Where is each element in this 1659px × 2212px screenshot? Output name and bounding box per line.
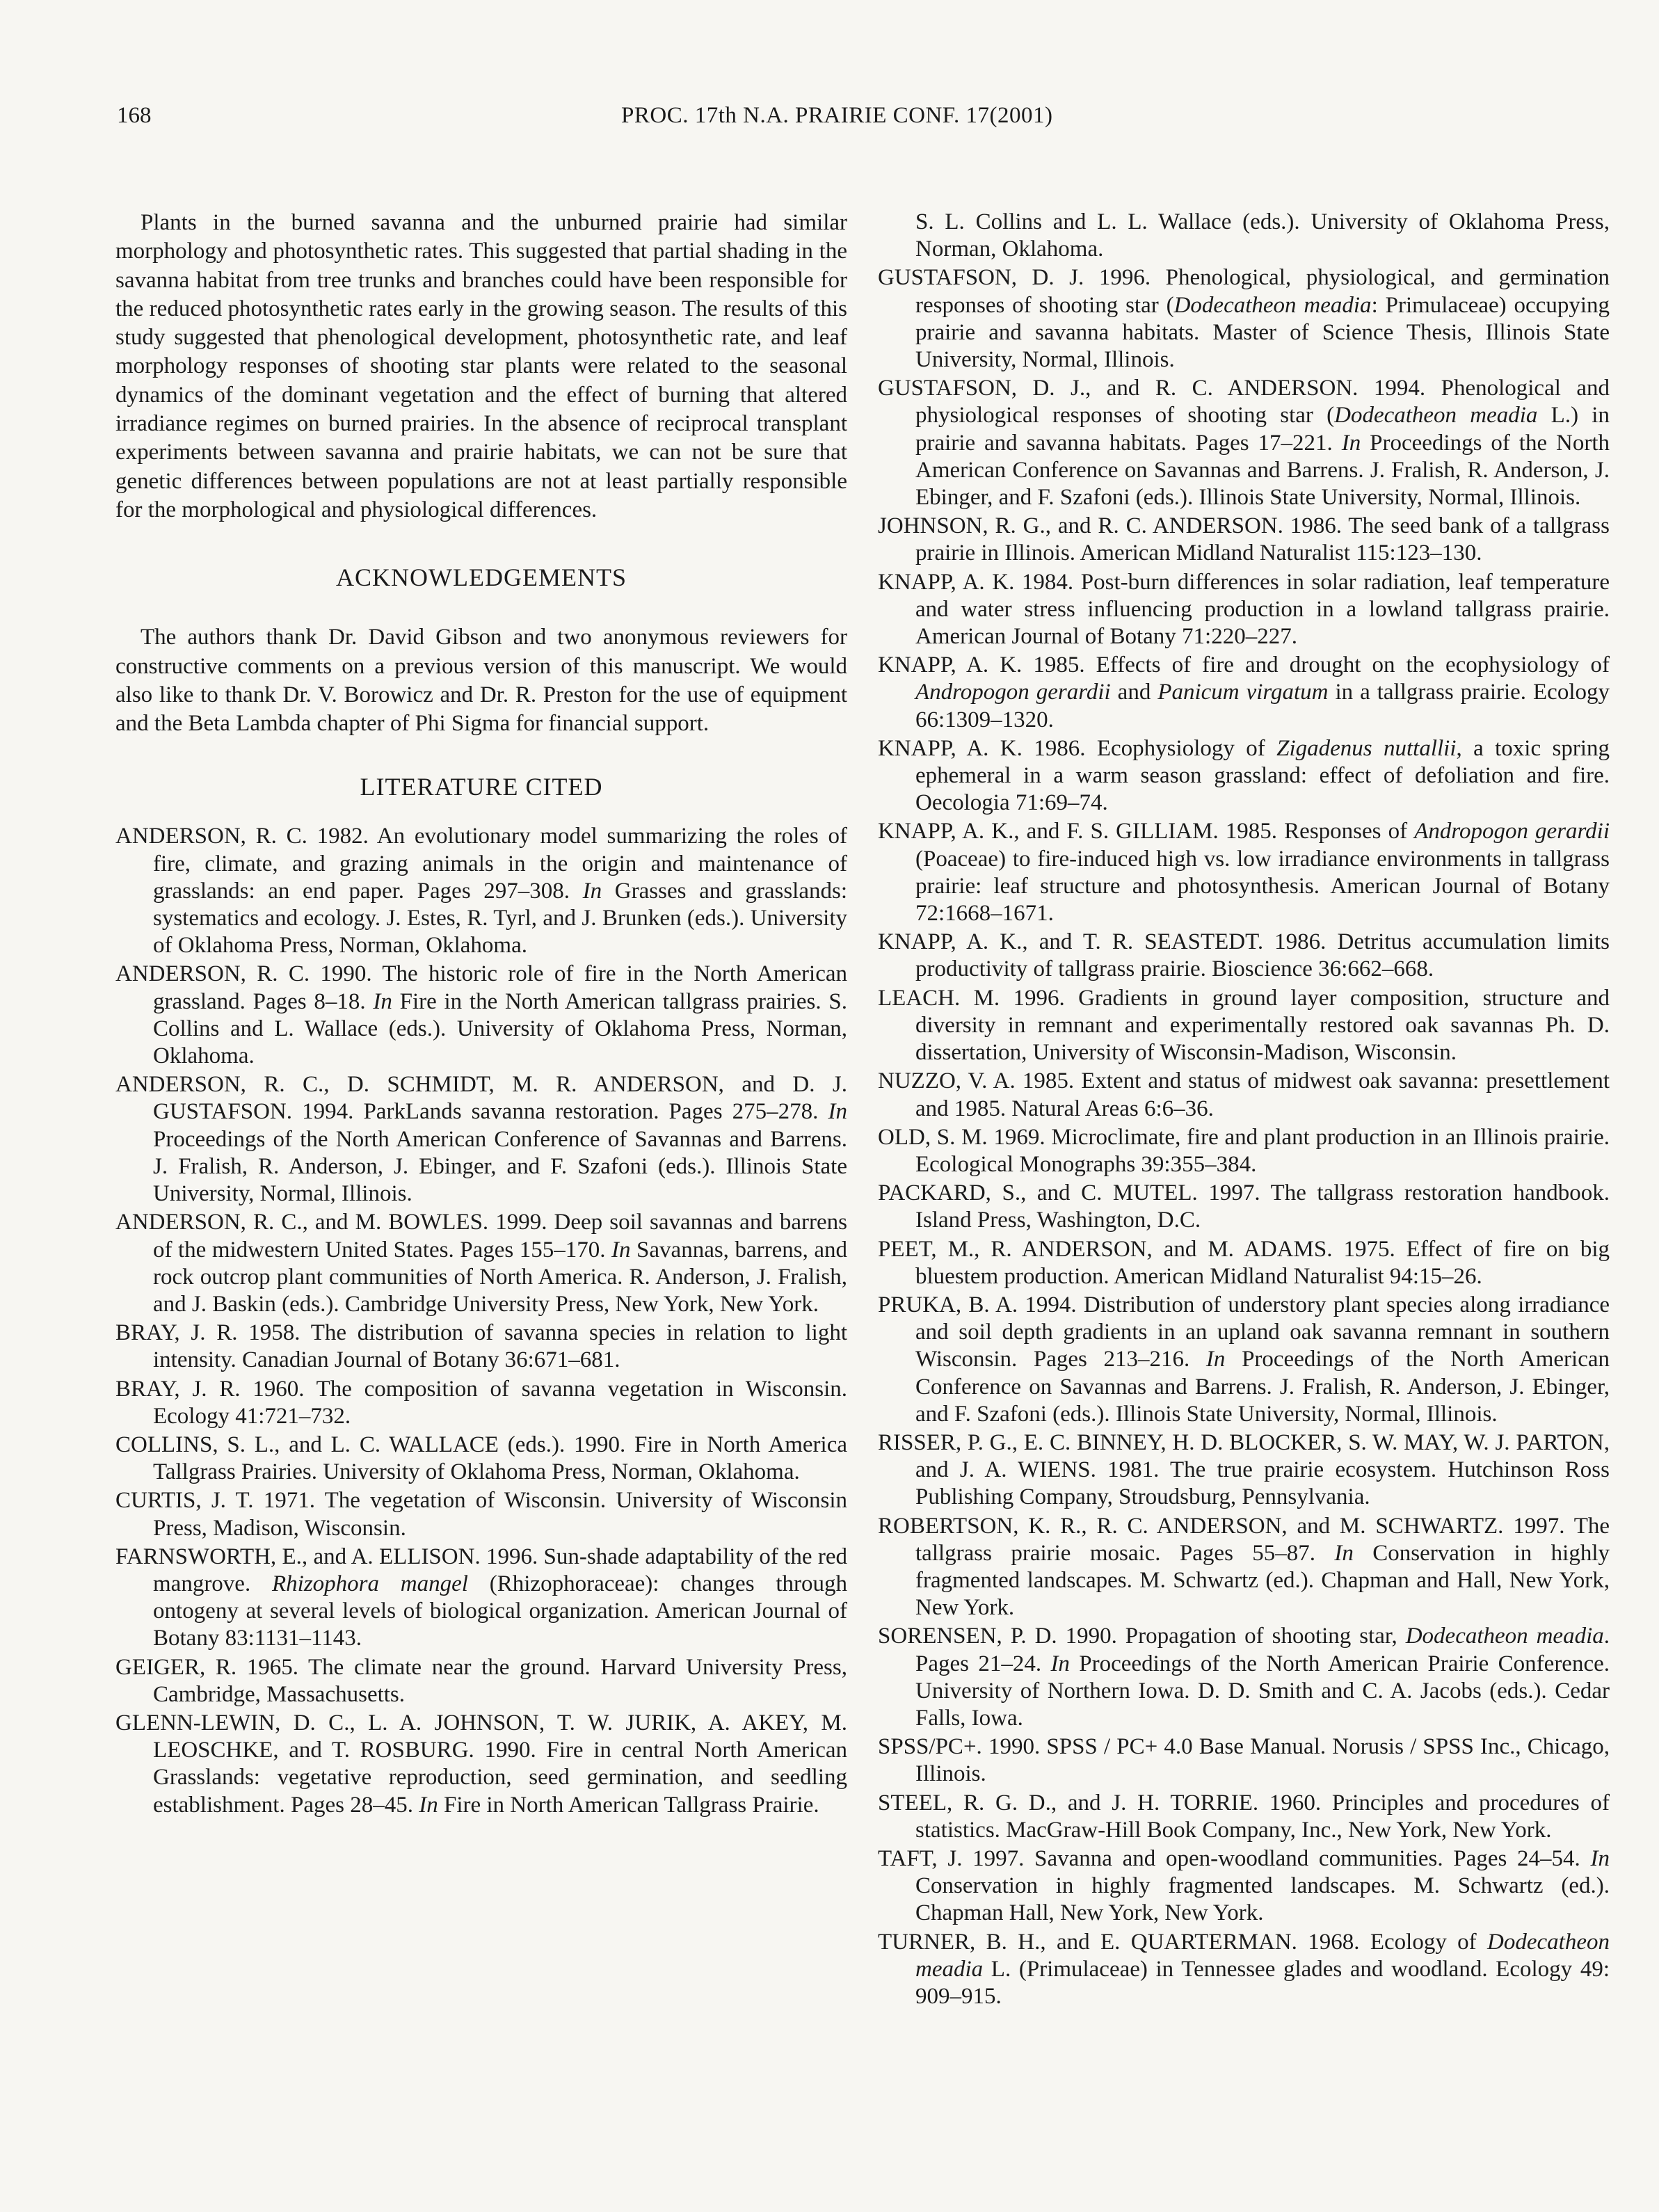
- reference-list-right: [878, 209, 1610, 2010]
- reference-entry: KNAPP, A. K., and F. S. GILLIAM. 1985. Responses of Andropogon gerardii (Poaceae) to fire-induced high vs. low irradiance environments in tallgrass prairie: leaf structure and photosynthesis. American Journal of Botany 72:1668–1671.: [878, 819, 1610, 927]
- reference-entry: GEIGER, R. 1965. The climate near the ground. Harvard University Press, Cambridge, Massachusetts.: [115, 1654, 847, 1707]
- reference-entry: OLD, S. M. 1969. Microclimate, fire and plant production in an Illinois prairie. Ecological Monographs 39:355–384.: [878, 1124, 1610, 1177]
- reference-entry: CURTIS, J. T. 1971. The vegetation of Wisconsin. University of Wisconsin Press, Madison, Wisconsin.: [115, 1488, 847, 1541]
- reference-entry: JOHNSON, R. G., and R. C. ANDERSON. 1986. The seed bank of a tallgrass prairie in Illinois. American Midland Naturalist 115:123–130.: [878, 513, 1610, 566]
- reference-entry: RISSER, P. G., E. C. BINNEY, H. D. BLOCKER, S. W. MAY, W. J. PARTON, and J. A. WIENS. 1981. The true prairie ecosystem. Hutchinson Ross Publishing Company, Stroudsburg, Pennsylvania.: [878, 1429, 1610, 1510]
- reference-entry: FARNSWORTH, E., and A. ELLISON. 1996. Sun-shade adaptability of the red mangrove. Rhizophora mangel (Rhizophoraceae): changes through ontogeny at several levels of biological organization. American Journal of Botany 83:1131–1143.: [115, 1544, 847, 1651]
- right-column: [878, 209, 1610, 2012]
- reference-entry: LEACH. M. 1996. Gradients in ground layer composition, structure and diversity in remnant and experimentally restored oak savannas Ph. D. dissertation, University of Wisconsin-Madison, Wisconsin.: [878, 985, 1610, 1066]
- left-column: [115, 209, 847, 1820]
- page-number: 168: [117, 103, 152, 128]
- reference-entry: GLENN-LEWIN, D. C., L. A. JOHNSON, T. W. JURIK, A. AKEY, M. LEOSCHKE, and T. ROSBURG. 1990. Fire in central North American Grasslands: vegetative reproduction, seed germination, and seedling establishment. Pages 28–45. In Fire in North American Tallgrass Prairie.: [115, 1710, 847, 1818]
- reference-entry: PEET, M., R. ANDERSON, and M. ADAMS. 1975. Effect of fire on big bluestem production. American Midland Naturalist 94:15–26.: [878, 1236, 1610, 1289]
- reference-entry: PRUKA, B. A. 1994. Distribution of understory plant species along irradiance and soil depth gradients in an upland oak savanna remnant in southern Wisconsin. Pages 213–216. In Proceedings of the North American Conference on Savannas and Barrens. J. Fralish, R. Anderson, J. Ebinger, and F. Szafoni (eds.). Illinois State University, Normal, Illinois.: [878, 1292, 1610, 1427]
- reference-entry: ANDERSON, R. C. 1990. The historic role of fire in the North American grassland. Pages 8–18. In Fire in the North American tallgrass prairies. S. Collins and L. Wallace (eds.). University of Oklahoma Press, Norman, Oklahoma.: [115, 961, 847, 1069]
- reference-entry: KNAPP, A. K. 1986. Ecophysiology of Zigadenus nuttallii, a toxic spring ephemeral in a warm season grassland: effect of defoliation and fire. Oecologia 71:69–74.: [878, 735, 1610, 816]
- reference-entry: NUZZO, V. A. 1985. Extent and status of midwest oak savanna: presettlement and 1985. Natural Areas 6:6–36.: [878, 1068, 1610, 1121]
- page-header: [117, 103, 1543, 138]
- running-head: PROC. 17th N.A. PRAIRIE CONF. 17(2001): [621, 103, 1053, 128]
- reference-entry: SORENSEN, P. D. 1990. Propagation of shooting star, Dodecatheon meadia. Pages 21–24. In Proceedings of the North American Prairie Conference. University of Northern Iowa. D. D. Smith and C. A. Jacobs (eds.). Cedar Falls, Iowa.: [878, 1624, 1610, 1731]
- reference-entry: KNAPP, A. K. 1984. Post-burn differences in solar radiation, leaf temperature and water stress influencing production in a lowland tallgrass prairie. American Journal of Botany 71:220–227.: [878, 569, 1610, 650]
- discussion-paragraph: Plants in the burned savanna and the unburned prairie had similar morphology and photosynthetic rates. This suggested that partial shading in the savanna habitat from tree trunks and branches could have been responsible for the reduced photosynthetic rates early in the growing season. The results of this study suggested that phenological development, photosynthetic rate, and leaf morphology responses of shooting star plants were related to the seasonal dynamics of the dominant vegetation and the effect of burning that altered irradiance regimes on burned prairies. In the absence of reciprocal transplant experiments between savanna and prairie habitats, we can not be sure that genetic differences between populations are not at least partially responsible for the morphological and physiological differences.: [115, 210, 847, 522]
- reference-entry: KNAPP, A. K., and T. R. SEASTEDT. 1986. Detritus accumulation limits productivity of tallgrass prairie. Bioscience 36:662–668.: [878, 929, 1610, 982]
- reference-entry: BRAY, J. R. 1960. The composition of savanna vegetation in Wisconsin. Ecology 41:721–732.: [115, 1376, 847, 1429]
- reference-continuation: S. L. Collins and L. L. Wallace (eds.). University of Oklahoma Press, Norman, Oklahoma.: [915, 209, 1610, 262]
- reference-entry: TAFT, J. 1997. Savanna and open-woodland communities. Pages 24–54. In Conservation in highly fragmented landscapes. M. Schwartz (ed.). Chapman Hall, New York, New York.: [878, 1845, 1610, 1926]
- reference-entry: GUSTAFSON, D. J. 1996. Phenological, physiological, and germination responses of shooting star (Dodecatheon meadia: Primulaceae) occupying prairie and savanna habitats. Master of Science Thesis, Illinois State University, Normal, Illinois.: [878, 265, 1610, 373]
- acknowledgements-heading: ACKNOWLEDGEMENTS: [336, 563, 627, 592]
- reference-entry: ANDERSON, R. C., D. SCHMIDT, M. R. ANDERSON, and D. J. GUSTAFSON. 1994. ParkLands savanna restoration. Pages 275–278. In Proceedings of the North American Conference of Savannas and Barrens. J. Fralish, R. Anderson, J. Ebinger, and F. Szafoni (eds.). Illinois State University, Normal, Illinois.: [115, 1072, 847, 1207]
- reference-entry: KNAPP, A. K. 1985. Effects of fire and drought on the ecophysiology of Andropogon gerardii and Panicum virgatum in a tallgrass prairie. Ecology 66:1309–1320.: [878, 652, 1610, 732]
- reference-entry: STEEL, R. G. D., and J. H. TORRIE. 1960. Principles and procedures of statistics. MacGraw-Hill Book Company, Inc., New York, New York.: [878, 1790, 1610, 1843]
- reference-entry: COLLINS, S. L., and L. C. WALLACE (eds.). 1990. Fire in North America Tallgrass Prairies. University of Oklahoma Press, Norman, Oklahoma.: [115, 1432, 847, 1485]
- reference-entry: ROBERTSON, K. R., R. C. ANDERSON, and M. SCHWARTZ. 1997. The tallgrass prairie mosaic. Pages 55–87. In Conservation in highly fragmented landscapes. M. Schwartz (ed.). Chapman and Hall, New York, New York.: [878, 1513, 1610, 1621]
- literature-cited-heading: LITERATURE CITED: [360, 773, 603, 801]
- reference-entry: SPSS/PC+. 1990. SPSS / PC+ 4.0 Base Manual. Norusis / SPSS Inc., Chicago, Illinois.: [878, 1734, 1610, 1787]
- reference-entry: PACKARD, S., and C. MUTEL. 1997. The tallgrass restoration handbook. Island Press, Washington, D.C.: [878, 1180, 1610, 1233]
- reference-entry: ANDERSON, R. C. 1982. An evolutionary model summarizing the roles of fire, climate, and grazing animals in the origin and maintenance of grasslands: an end paper. Pages 297–308. In Grasses and grasslands: systematics and ecology. J. Estes, R. Tyrl, and J. Brunken (eds.). University of Oklahoma Press, Norman, Oklahoma.: [115, 824, 847, 959]
- reference-list-left: [115, 823, 847, 1818]
- reference-entry: TURNER, B. H., and E. QUARTERMAN. 1968. Ecology of Dodecatheon meadia L. (Primulaceae) in Tennessee glades and woodland. Ecology 49: 909–915.: [878, 1929, 1610, 2009]
- acknowledgements-paragraph: The authors thank Dr. David Gibson and two anonymous reviewers for constructive comments on a previous version of this manuscript. We would also like to thank Dr. V. Borowicz and Dr. R. Preston for the use of equipment and the Beta Lambda chapter of Phi Sigma for financial support.: [115, 625, 847, 737]
- reference-entry: BRAY, J. R. 1958. The distribution of savanna species in relation to light intensity. Canadian Journal of Botany 36:671–681.: [115, 1320, 847, 1373]
- reference-entry: ANDERSON, R. C., and M. BOWLES. 1999. Deep soil savannas and barrens of the midwestern United States. Pages 155–170. In Savannas, barrens, and rock outcrop plant communities of North America. R. Anderson, J. Fralish, and J. Baskin (eds.). Cambridge University Press, New York, New York.: [115, 1210, 847, 1317]
- reference-entry: GUSTAFSON, D. J., and R. C. ANDERSON. 1994. Phenological and physiological responses of shooting star (Dodecatheon meadia L.) in prairie and savanna habitats. Pages 17–221. In Proceedings of the North American Conference on Savannas and Barrens. J. Fralish, R. Anderson, J. Ebinger, and F. Szafoni (eds.). Illinois State University, Normal, Illinois.: [878, 376, 1610, 511]
